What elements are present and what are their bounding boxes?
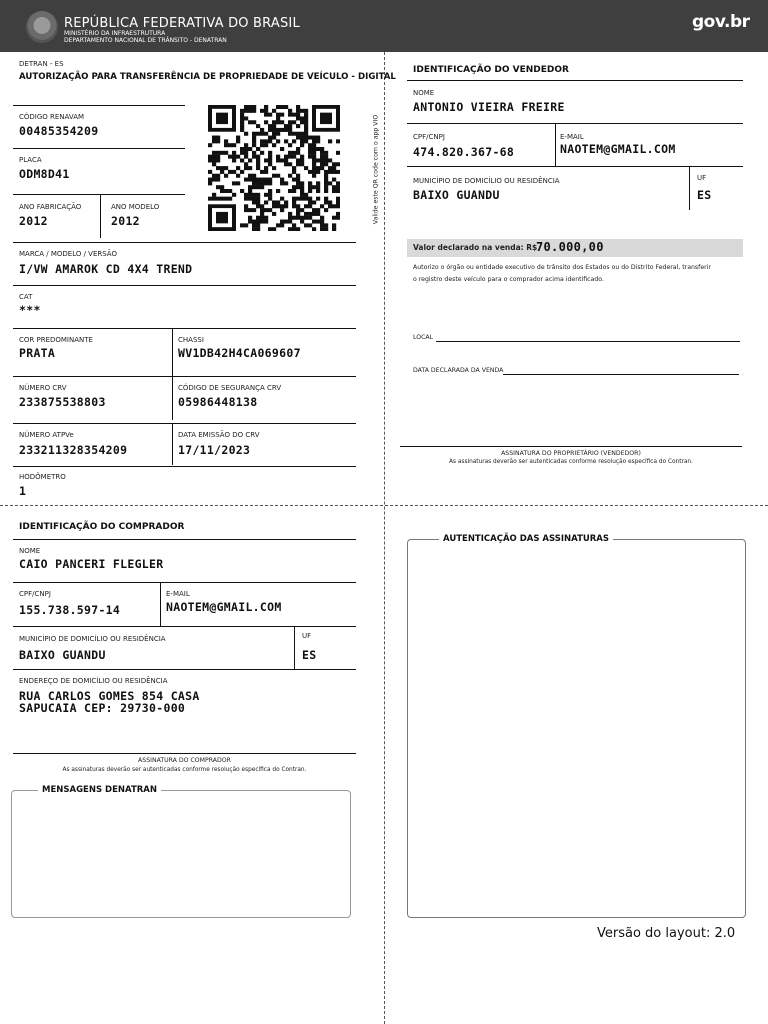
ano-fab-value: 2012 — [19, 214, 48, 228]
buyer-uf-value: ES — [302, 648, 317, 662]
buyer-end-label: ENDEREÇO DE DOMICÍLIO OU RESIDÊNCIA — [19, 677, 168, 685]
seller-uf-label: UF — [697, 174, 707, 182]
qr-code-icon — [208, 105, 340, 231]
buyer-section-title: IDENTIFICAÇÃO DO COMPRADOR — [19, 522, 185, 532]
buyer-mun-label: MUNICÍPIO DE DOMICÍLIO OU RESIDÊNCIA — [19, 635, 166, 643]
renavam-value: 00485354209 — [19, 124, 99, 138]
gov-header — [0, 0, 768, 52]
qr-caption: Valide este QR code com o app VIO — [372, 114, 380, 225]
buyer-signature-line[interactable] — [13, 753, 356, 754]
seller-sig-label: ASSINATURA DO PROPRIETÁRIO (VENDEDOR) — [501, 450, 641, 457]
doc-title: AUTORIZAÇÃO PARA TRANSFERÊNCIA DE PROPRIEDADE DE VEÍCULO - DIGITAL — [19, 72, 396, 82]
chassi-label: CHASSI — [178, 336, 204, 344]
seller-email-label: E-MAIL — [560, 133, 584, 141]
placa-value: ODM8D41 — [19, 167, 70, 181]
seller-mun-label: MUNICÍPIO DE DOMICÍLIO OU RESIDÊNCIA — [413, 177, 560, 185]
seller-section-title: IDENTIFICAÇÃO DO VENDEDOR — [413, 65, 569, 75]
chassi-value: WV1DB42H4CA069607 — [178, 346, 301, 360]
seller-cpf-label: CPF/CNPJ — [413, 133, 445, 141]
cor-label: COR PREDOMINANTE — [19, 336, 93, 344]
buyer-sig-label: ASSINATURA DO COMPRADOR — [138, 757, 231, 764]
cat-value: *** — [19, 303, 41, 317]
cut-line-vertical — [384, 52, 385, 1024]
auth-line-1: Autorizo o órgão ou entidade executivo de trânsito dos Estados ou do Distrito Federal, transferir — [413, 264, 711, 271]
doc-state: DETRAN - ES — [19, 60, 64, 68]
buyer-end-line-2: SAPUCAIA CEP: 29730-000 — [19, 701, 186, 715]
header-title: REPÚBLICA FEDERATIVA DO BRASIL — [64, 16, 300, 31]
seg-value: 05986448138 — [178, 395, 258, 409]
crv-value: 233875538803 — [19, 395, 106, 409]
buyer-nome-value: CAIO PANCERI FLEGLER — [19, 557, 164, 571]
seg-label: CÓDIGO DE SEGURANÇA CRV — [178, 384, 282, 392]
hodometro-label: HODÔMETRO — [19, 473, 66, 481]
buyer-uf-label: UF — [302, 632, 312, 640]
crv-label: NÚMERO CRV — [19, 384, 67, 392]
coat-of-arms-icon — [26, 11, 58, 43]
valor-label: Valor declarado na venda: R$ — [413, 243, 538, 252]
buyer-email-value: NAOTEM@GMAIL.COM — [166, 600, 282, 614]
mensagens-box — [11, 790, 351, 918]
emissao-label: DATA EMISSÃO DO CRV — [178, 431, 260, 439]
data-field[interactable] — [503, 374, 739, 375]
mensagens-title: MENSAGENS DENATRAN — [38, 785, 161, 795]
data-label: DATA DECLARADA DA VENDA — [413, 367, 504, 374]
govbr-logo[interactable]: gov.br — [692, 12, 750, 32]
ano-mod-value: 2012 — [111, 214, 140, 228]
autenticacao-title: AUTENTICAÇÃO DAS ASSINATURAS — [439, 534, 613, 544]
atpve-value: 233211328354209 — [19, 443, 128, 457]
cut-line-horizontal — [0, 505, 768, 506]
buyer-cpf-value: 155.738.597-14 — [19, 603, 121, 617]
seller-signature-line[interactable] — [400, 446, 742, 447]
buyer-cpf-label: CPF/CNPJ — [19, 590, 51, 598]
seller-nome-label: NOME — [413, 89, 435, 97]
local-field[interactable] — [436, 341, 740, 342]
seller-email-value: NAOTEM@GMAIL.COM — [560, 142, 676, 156]
ano-fab-label: ANO FABRICAÇÃO — [19, 203, 82, 211]
emissao-value: 17/11/2023 — [178, 443, 251, 457]
header-ministry: MINISTÉRIO DA INFRAESTRUTURA — [64, 30, 166, 37]
valor-value: 70.000,00 — [536, 240, 604, 254]
buyer-nome-label: NOME — [19, 547, 41, 555]
seller-mun-value: BAIXO GUANDU — [413, 188, 500, 202]
buyer-sig-note: As assinaturas deverão ser autenticadas conforme resolução específica do Contran. — [62, 767, 307, 773]
seller-uf-value: ES — [697, 188, 712, 202]
buyer-mun-value: BAIXO GUANDU — [19, 648, 106, 662]
buyer-email-label: E-MAIL — [166, 590, 190, 598]
layout-version: Versão do layout: 2.0 — [597, 926, 736, 941]
cor-value: PRATA — [19, 346, 56, 360]
hodometro-value: 1 — [19, 484, 27, 498]
header-department: DEPARTAMENTO NACIONAL DE TRÂNSITO - DENATRAN — [64, 37, 227, 44]
marca-value: I/VW AMAROK CD 4X4 TREND — [19, 262, 193, 276]
marca-label: MARCA / MODELO / VERSÃO — [19, 250, 117, 258]
seller-nome-value: ANTONIO VIEIRA FREIRE — [413, 100, 565, 114]
cat-label: CAT — [19, 293, 33, 301]
atpve-label: NÚMERO ATPVe — [19, 431, 74, 439]
seller-cpf-value: 474.820.367-68 — [413, 145, 515, 159]
seller-sig-note: As assinaturas deverão ser autenticadas conforme resolução específica do Contran. — [449, 459, 693, 465]
local-label: LOCAL — [413, 334, 434, 341]
auth-line-2: o registro deste veículo para o comprador acima identificado. — [413, 276, 604, 283]
buyer-end-line-1: RUA CARLOS GOMES 854 CASA — [19, 689, 200, 703]
autenticacao-box — [407, 539, 746, 918]
placa-label: PLACA — [19, 156, 42, 164]
ano-mod-label: ANO MODELO — [111, 203, 160, 211]
renavam-label: CÓDIGO RENAVAM — [19, 113, 85, 121]
